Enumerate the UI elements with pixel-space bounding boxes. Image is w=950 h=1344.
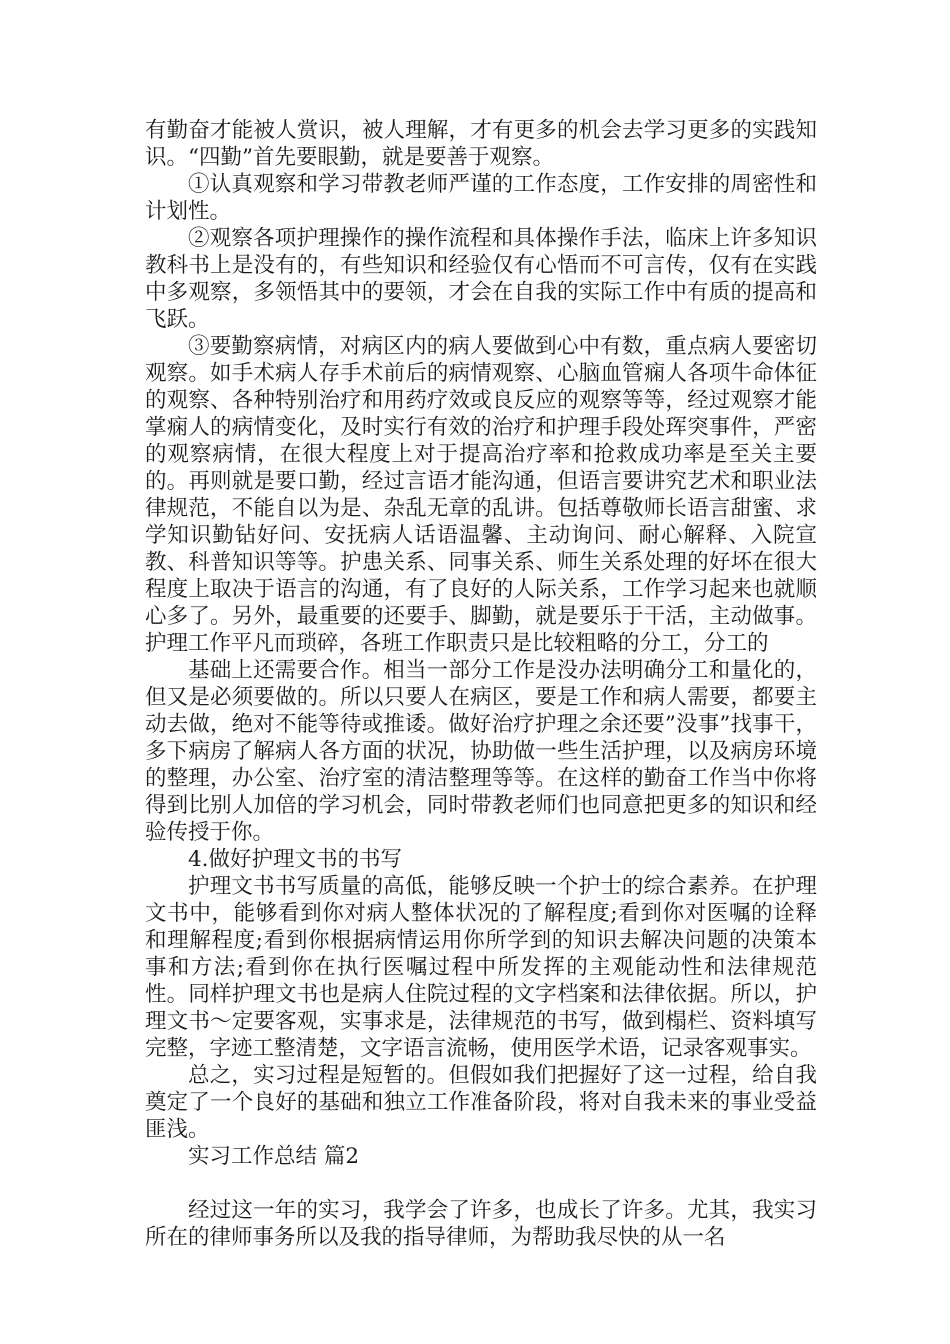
document-body (145, 117, 817, 1251)
paragraph-cooperation: 基础上还需要合作。相当一部分工作是没办法明确分工和量化的，但又是必须要做的。所以只要人在病区，要是工作和病人需要，都要主动去做，绝对不能等待或推诿。做好治疗护理之余还要”没事”找事干，多下病房了解病人各方面的状况，协助做一些生活护理，以及病房环境的整理，办公室、治疗室的清洁整理等等。在这样的勤奋工作当中你将得到比别人加倍的学习机会，同时带教老师们也同意把更多的知识和经验传授于你。 (145, 658, 817, 845)
paragraph-summary: 总之，实习过程是短暂的。但假如我们把握好了这一过程，给自我奠定了一个良好的基础和独立工作准备阶段，将对自我未来的事业受益匪浅。 (145, 1063, 817, 1142)
paragraph-nursing-records: 护理文书书写质量的高低，能够反映一个护士的综合素养。在护理文书中，能够看到你对病人整体状况的了解程度;看到你对医嘱的诠释和理解程度;看到你根据病情运用你所学到的知识去解决问题的决策本事和方法;看到你在执行医嘱过程中所发挥的主观能动性和法律规范性。同样护理文书也是病人住院过程的文字档案和法律依据。所以，护理文书～定要客观，实事求是，法律规范的书写，做到榻栏、资料填写完整，字迹工整清楚，文字语言流畅，使用医学术语，记录客观事实。 (145, 874, 817, 1061)
paragraph-observe-3: ③要勤察病情，对病区内的病人要做到心中有数，重点病人要密切观察。如手术病人存手术前后的病情观察、心脑血管痫人各项牛命体征的观察、各种特别治疗和用药疗效或良反应的观察等等，经过观察才能掌痫人的病情变化，及时实行有效的治疗和护理手段处珲突事件，严密的观察病情，在很大程度上对于提高治疗率和抢救成功率是至关主要的。再则就是要口勤，经过言语才能沟通，但语言要讲究艺术和职业法律规范，不能自以为是、杂乱无章的乱讲。包括尊敬师长语言甜蜜、求学知识勤钻好问、安抚病人话语温馨、主动询问、耐心解释、入院宣教、科普知识等等。护患关系、同事关系、师生关系处理的好坏在很大程度上取决于语言的沟通，有了良好的人际关系，工作学习起来也就顺心多了。另外，最重要的还要手、脚勤，就是要乐于干活，主动做事。护理工作平凡而琐碎，各班工作职责只是比较粗略的分工，分工的 (145, 334, 817, 656)
paragraph-part-2-intro: 经过这一年的实习，我学会了许多，也成长了许多。尤其，我实习所在的律师事务所以及我的指导律师，为帮助我尽快的从一名 (145, 1198, 817, 1250)
blank-line (145, 1170, 817, 1197)
section-heading-nursing-records: 4.做好护理文书的书写 (188, 847, 403, 872)
paragraph-observe-2: ②观察各项护理操作的操作流程和具体操作手法，临床上许多知识教科书上是没有的，有些知识和经验仅有心悟而不可言传，仅有在实践中多观察，多领悟其中的要领，才会在自我的实际工作中有质的提高和飞跃。 (145, 226, 817, 332)
section-heading-part-2: 实习工作总结 篇2 (188, 1144, 360, 1169)
paragraph-intro: 有勤奋才能被人赏识，被人理解，才有更多的机会去学习更多的实践知识。“四勤”首先要眼勤，就是要善于观察。 (145, 118, 817, 170)
paragraph-observe-1: ①认真观察和学习带教老师严谨的工作态度，工作安排的周密性和计划性。 (145, 172, 817, 224)
